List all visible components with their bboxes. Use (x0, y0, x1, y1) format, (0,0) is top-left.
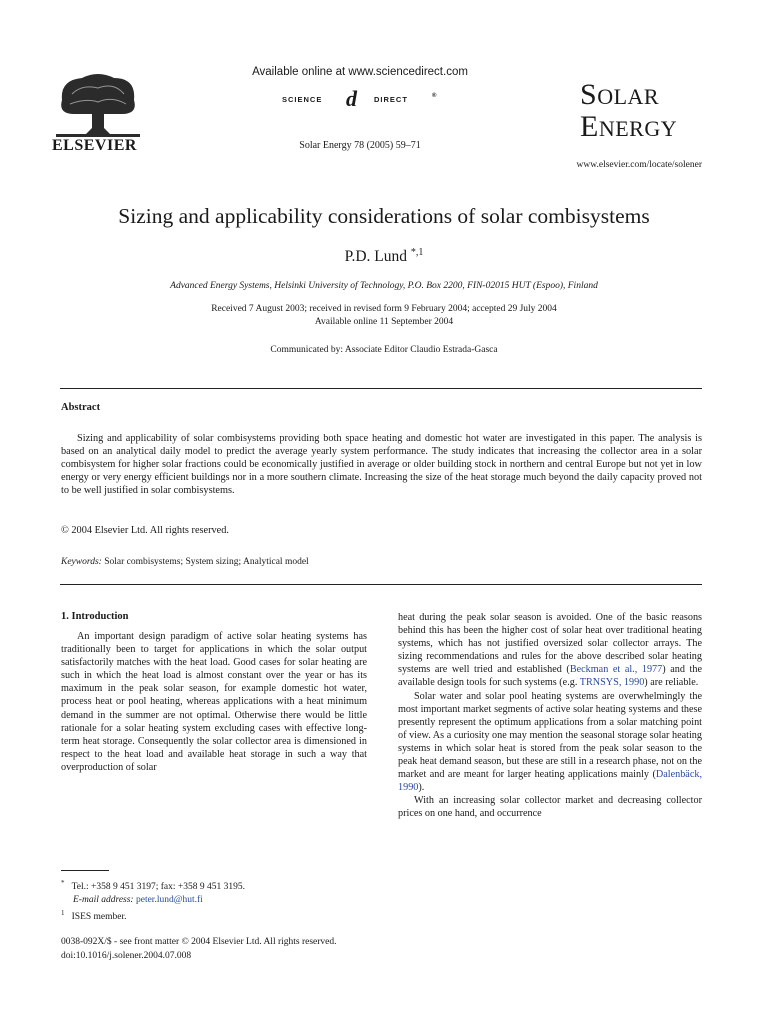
communicated-by: Communicated by: Associate Editor Claudio Estrada-Gasca (270, 345, 498, 355)
dates (40, 303, 728, 329)
keywords (61, 557, 309, 567)
footnote-email: E-mail address: peter.lund@hut.fi (73, 895, 203, 906)
abstract-text: Sizing and applicability of solar combisystems providing both space heating and domestic hot water are investigated in this paper. The analysis is based on an analytical daily model to predict the average yearly system performance. The study indicates that increasing the collector area in a solar combisystem for higher solar fractions could be economically justified in average or older building stock in northern and central Europe but not yet in low energy or very energy efficient buildings nor in a more southern climate. Increasing the size of the heat storage much beyond the daily capacity proved not to be well justified in solar combisystems. (61, 433, 702, 496)
paragraph: An important design paradigm of active solar heating systems has traditionally been to target for applications in which the solar output satisfactorily matches with the heat load. Good cases for solar heating are such in which the heat load is almost constant over the year or has its maximum in the peak solar season, for example domestic hot water, process heat or pool heating, whereas applications with a heat minimum demand in the summer are not optimal. Otherwise there would be little rationale for a solar heating system excluding cases with effective long-term heat storage. Consequently the solar collector area is dimensioned in respect to the heat load and available heat storage in such a way that overproduction of solar (61, 631, 367, 773)
journal-url[interactable]: www.elsevier.com/locate/solener (576, 160, 702, 170)
sd-logo-left: SCIENCE (282, 95, 323, 104)
author-line (40, 247, 728, 266)
issn-line: 0038-092X/$ - see front matter © 2004 Elsevier Ltd. All rights reserved. (61, 937, 337, 947)
citation-link-beckman[interactable]: Beckman et al., 1977 (569, 664, 663, 676)
available-online-text: Available online at www.sciencedirect.com (252, 66, 468, 78)
paragraph: With an increasing solar collector market and decreasing collector prices on one hand, and occurrence (398, 795, 702, 820)
footnote-divider (61, 870, 109, 871)
body-column-left (61, 627, 367, 774)
sd-logo-registered: ® (432, 93, 438, 99)
body-column-right (398, 611, 702, 821)
keywords-label: Keywords: (61, 557, 102, 567)
author-name: P.D. Lund (344, 248, 408, 266)
journal-name-rest-1: OLAR (597, 84, 660, 109)
journal-citation: Solar Energy 78 (2005) 59–71 (299, 140, 421, 151)
paragraph: heat during the peak solar season is avoided. One of the basic reasons behind this has been the higher cost of solar heat over traditional heating systems, which has not justified oversized solar collector arrays. The sizing recommendations and rules for the above described solar heating systems are well tried and established (Beckman et al., 1977) and the available design tools for such systems (e.g. TRNSYS, 1990) are reliable. (398, 612, 702, 689)
publisher-name: ELSEVIER (52, 137, 137, 154)
journal-name-rest-2: NERGY (598, 116, 678, 141)
received-dates: Received 7 August 2003; received in revised form 9 February 2004; accepted 29 July 2004 (211, 304, 557, 314)
keywords-list: Solar combisystems; System sizing; Analytical model (104, 557, 309, 567)
footnote-member: $^1$ ISES member. (61, 909, 127, 923)
divider-top (60, 388, 702, 389)
journal-name (580, 80, 705, 144)
author-marks: *,1 (410, 247, 424, 258)
email-link[interactable]: peter.lund@hut.fi (135, 895, 203, 906)
sd-logo-right: DIRECT (374, 95, 408, 104)
paragraph: Solar water and solar pool heating systems are overwhelmingly the most important market segments of active solar heating systems and these presently represent the optimum applications from a solar matching point of view. As a curiosity one may mention the seasonal storage solar heating systems in which solar heat is stored from the peak solar season to the peak heat demand season, but these are still in a research phase, not on the market and are meant for larger heating applications mainly (Dalenbäck, 1990). (398, 690, 702, 794)
sd-logo-mark: d (346, 86, 358, 111)
abstract-copyright: © 2004 Elsevier Ltd. All rights reserved. (61, 525, 229, 536)
sciencedirect-logo (282, 86, 442, 112)
footnote-contact: * Tel.: +358 9 451 3197; fax: +358 9 451 3195. (61, 879, 246, 893)
journal-name-cap-2: E (580, 110, 599, 143)
bottom-meta (61, 935, 461, 963)
divider-bottom (60, 584, 702, 585)
footnotes (61, 877, 367, 924)
section-heading: 1. Introduction (61, 611, 129, 622)
citation-link-trnsys[interactable]: TRNSYS, 1990 (579, 677, 645, 689)
abstract-heading: Abstract (61, 402, 101, 413)
doi-line[interactable]: doi:10.1016/j.solener.2004.07.008 (61, 951, 192, 961)
available-online-date: Available online 11 September 2004 (314, 317, 454, 327)
article-title: Sizing and applicability considerations of solar combisystems (118, 204, 650, 228)
affiliation: Advanced Energy Systems, Helsinki University of Technology, P.O. Box 2200, FIN-02015 HUT (Espoo), Finland (170, 281, 598, 291)
tree-icon (52, 70, 144, 140)
journal-name-cap-1: S (580, 78, 598, 111)
citation-link-dalenback[interactable]: Dalenbäck, 1990 (398, 769, 702, 794)
